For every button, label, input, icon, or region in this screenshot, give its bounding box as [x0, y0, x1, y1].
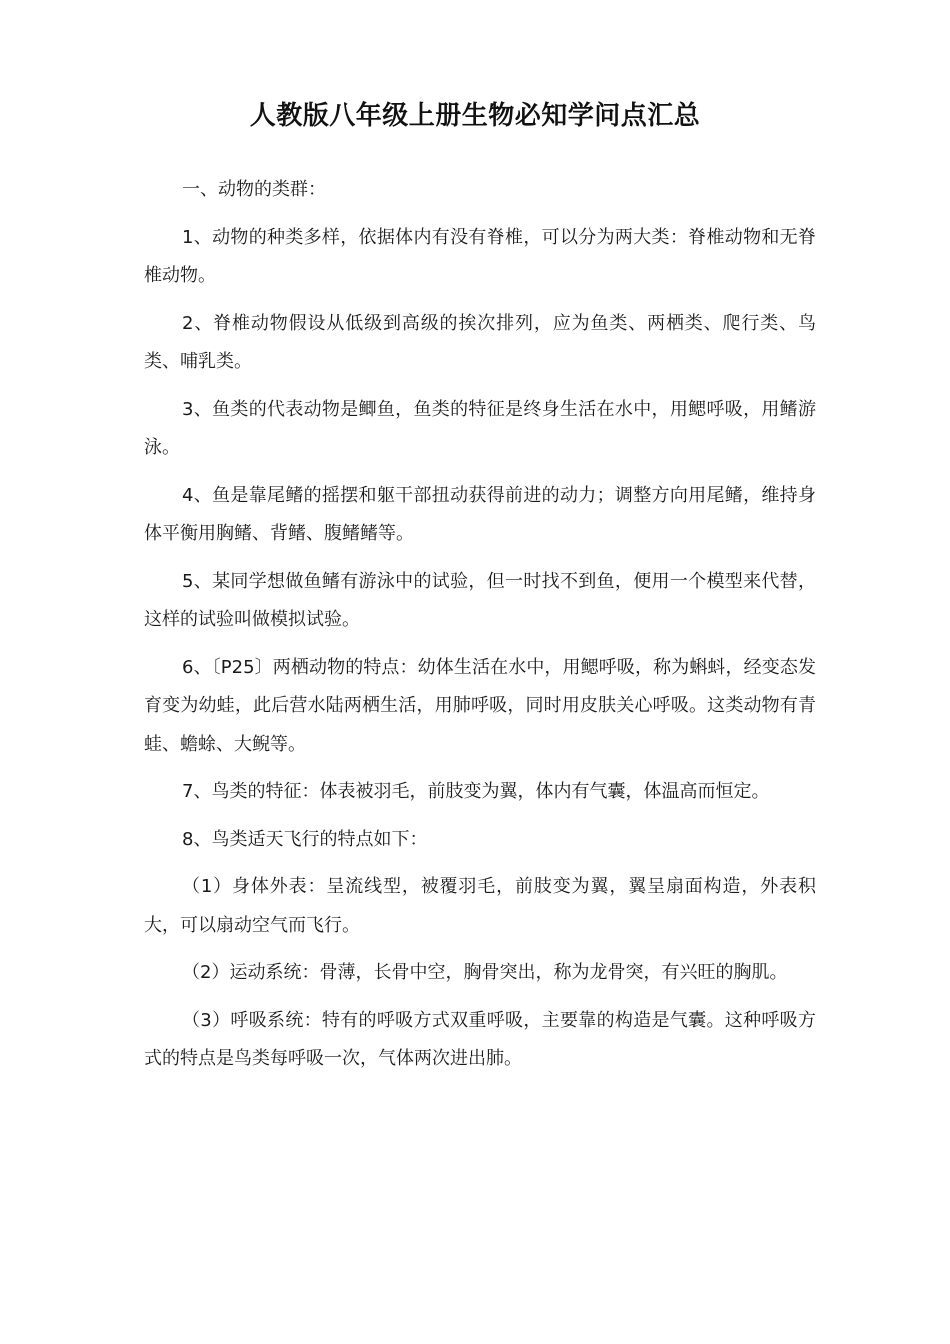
section-heading: 一、动物的类群：: [182, 179, 326, 200]
paragraph: 2、脊椎动物假设从低级到高级的挨次排列，应为鱼类、两栖类、爬行类、鸟类、哺乳类。: [144, 312, 816, 372]
paragraph: 8、鸟类适天飞行的特点如下：: [182, 828, 428, 850]
paragraph: 6、〔P25〕两栖动物的特点：幼体生活在水中，用鳃呼吸，称为蝌蚪，经变态发育变为幼蛙，此后营水陆两栖生活，用肺呼吸，同时用皮肤关心呼吸。这类动物有青蛙、蟾蜍、大鲵等。: [144, 656, 816, 755]
sub-paragraph: （1）身体外表：呈流线型，被覆羽毛，前肢变为翼，翼呈扇面构造，外表积大，可以扇动空气而飞行。: [144, 876, 816, 936]
paragraph: 1、动物的种类多样，依据体内有没有脊椎，可以分为两大类：脊椎动物和无脊椎动物。: [144, 226, 816, 286]
paragraph: 7、鸟类的特征：体表被羽毛，前肢变为翼，体内有气囊，体温高而恒定。: [182, 781, 770, 802]
document-title: 人教版八年级上册生物必知学问点汇总: [249, 101, 701, 131]
document-body: [144, 171, 816, 1088]
sub-paragraph: （3）呼吸系统：特有的呼吸方式双重呼吸，主要靠的构造是气囊。这种呼吸方式的特点是鸟类每呼吸一次，气体两次进出肺。: [144, 1009, 816, 1069]
paragraph: 5、某同学想做鱼鳍有游泳中的试验，但一时找不到鱼，便用一个模型来代替，这样的试验叫做模拟试验。: [144, 570, 816, 630]
sub-paragraph: （2）运动系统：骨薄，长骨中空，胸骨突出，称为龙骨突，有兴旺的胸肌。: [182, 962, 788, 983]
paragraph: 3、鱼类的代表动物是鲫鱼，鱼类的特征是终身生活在水中，用鳃呼吸，用鳍游泳。: [144, 398, 816, 458]
paragraph: 4、鱼是靠尾鳍的摇摆和躯干部扭动获得前进的动力；调整方向用尾鳍，维持身体平衡用胸鳍、背鳍、腹鳍鳍等。: [144, 484, 816, 544]
